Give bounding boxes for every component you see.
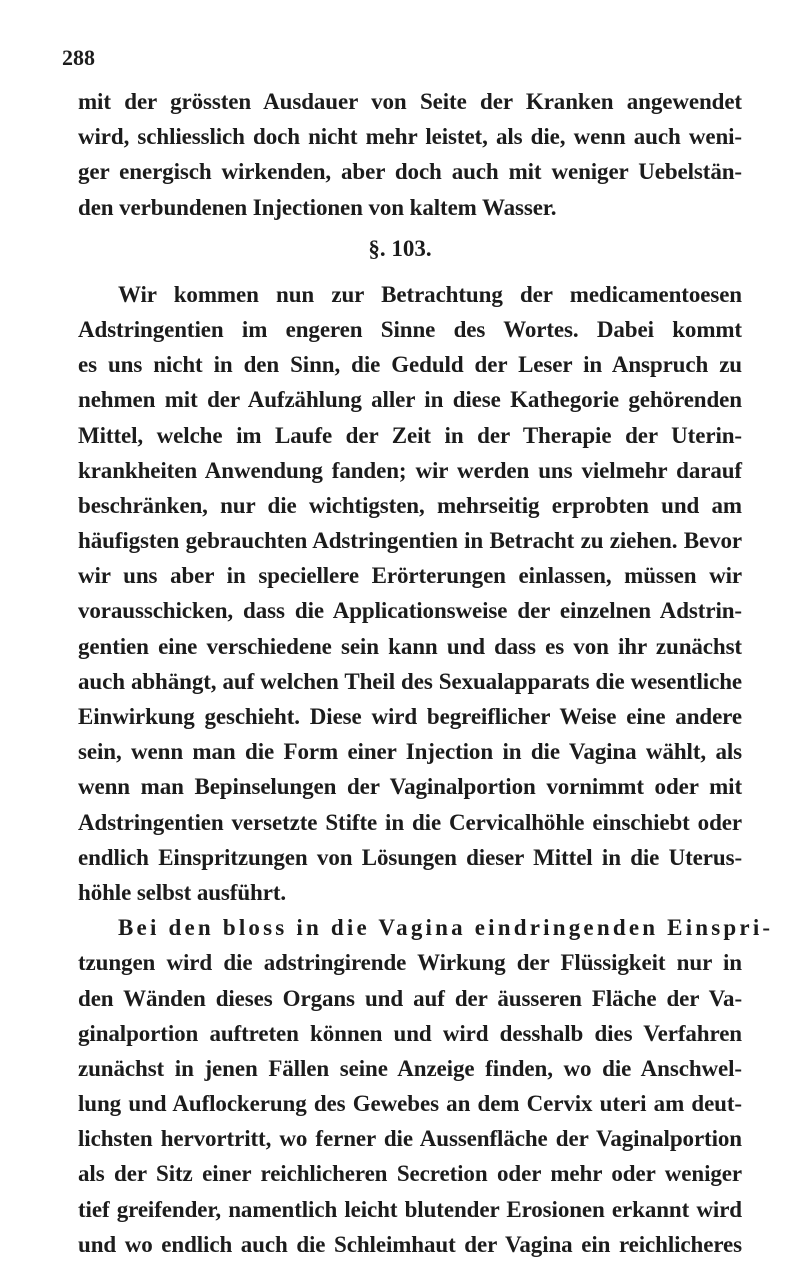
text-line: zunächst in jenen Fällen seine Anzeige finden, wo die Anschwel- — [78, 1056, 742, 1081]
text-line: Einwirkung geschieht. Diese wird begreiflicher Weise eine andere — [78, 704, 742, 729]
text-line: und wo endlich auch die Schleimhaut der Vagina ein reichlicheres — [78, 1232, 742, 1257]
text-line: den Wänden dieses Organs und auf der äusseren Fläche der Va- — [78, 986, 742, 1011]
text-line: wenn man Bepinselungen der Vaginalportion vornimmt oder mit — [78, 774, 742, 799]
text-line: endlich Einspritzungen von Lösungen dieser Mittel in die Uterus- — [78, 845, 742, 870]
page-number: 288 — [62, 45, 95, 70]
text-line: tief greifender, namentlich leicht blutender Erosionen erkannt wird — [78, 1197, 742, 1222]
text-line: gentien eine verschiedene sein kann und dass es von ihr zunächst — [78, 634, 742, 659]
text-line: Adstringentien im engeren Sinne des Wortes. Dabei kommt — [78, 317, 742, 342]
text-line: ginalportion auftreten können und wird desshalb dies Verfahren — [78, 1021, 742, 1046]
text-line: es uns nicht in den Sinn, die Geduld der Leser in Anspruch zu — [78, 352, 742, 377]
text-line: wir uns aber in speciellere Erörterungen einlassen, müssen wir — [78, 563, 742, 588]
text-line: vorausschicken, dass die Applicationsweise der einzelnen Adstrin- — [78, 598, 742, 623]
text-line: den verbundenen Injectionen von kaltem Wasser. — [78, 195, 557, 220]
text-line: Adstringentien versetzte Stifte in die Cervicalhöhle einschiebt oder — [78, 810, 742, 835]
text-line: tzungen wird die adstringirende Wirkung der Flüssigkeit nur in — [78, 950, 742, 975]
text-line: nehmen mit der Aufzählung aller in diese Kathegorie gehörenden — [78, 387, 742, 412]
text-line: krankheiten Anwendung fanden; wir werden uns vielmehr darauf — [78, 458, 742, 483]
text-line: wird, schliesslich doch nicht mehr leistet, als die, wenn auch weni- — [78, 124, 742, 149]
text-line: mit der grössten Ausdauer von Seite der Kranken angewendet — [78, 89, 742, 114]
text-line: Bei den bloss in die Vagina eindringenden Einspri- — [118, 915, 774, 940]
text-line: lichsten hervortritt, wo ferner die Aussenfläche der Vaginalportion — [78, 1126, 742, 1151]
text-line: Wir kommen nun zur Betrachtung der medicamentoesen — [118, 282, 742, 307]
text-line: lung und Auflockerung des Gewebes an dem Cervix uteri am deut- — [78, 1091, 742, 1116]
section-heading: §. 103. — [368, 235, 432, 261]
text-line: beschränken, nur die wichtigsten, mehrseitig erprobten und am — [78, 493, 742, 518]
text-line: sein, wenn man die Form einer Injection in die Vagina wählt, als — [78, 739, 742, 764]
text-line: höhle selbst ausführt. — [78, 880, 287, 905]
text-line: Mittel, welche im Laufe der Zeit in der Therapie der Uterin- — [78, 423, 742, 448]
text-line: auch abhängt, auf welchen Theil des Sexualapparats die wesentliche — [78, 669, 742, 694]
text-line: häufigsten gebrauchten Adstringentien in Betracht zu ziehen. Bevor — [78, 528, 742, 553]
text-line: ger energisch wirkenden, aber doch auch mit weniger Uebelstän- — [78, 159, 742, 184]
text-line: als der Sitz einer reichlicheren Secretion oder mehr oder weniger — [78, 1161, 742, 1186]
